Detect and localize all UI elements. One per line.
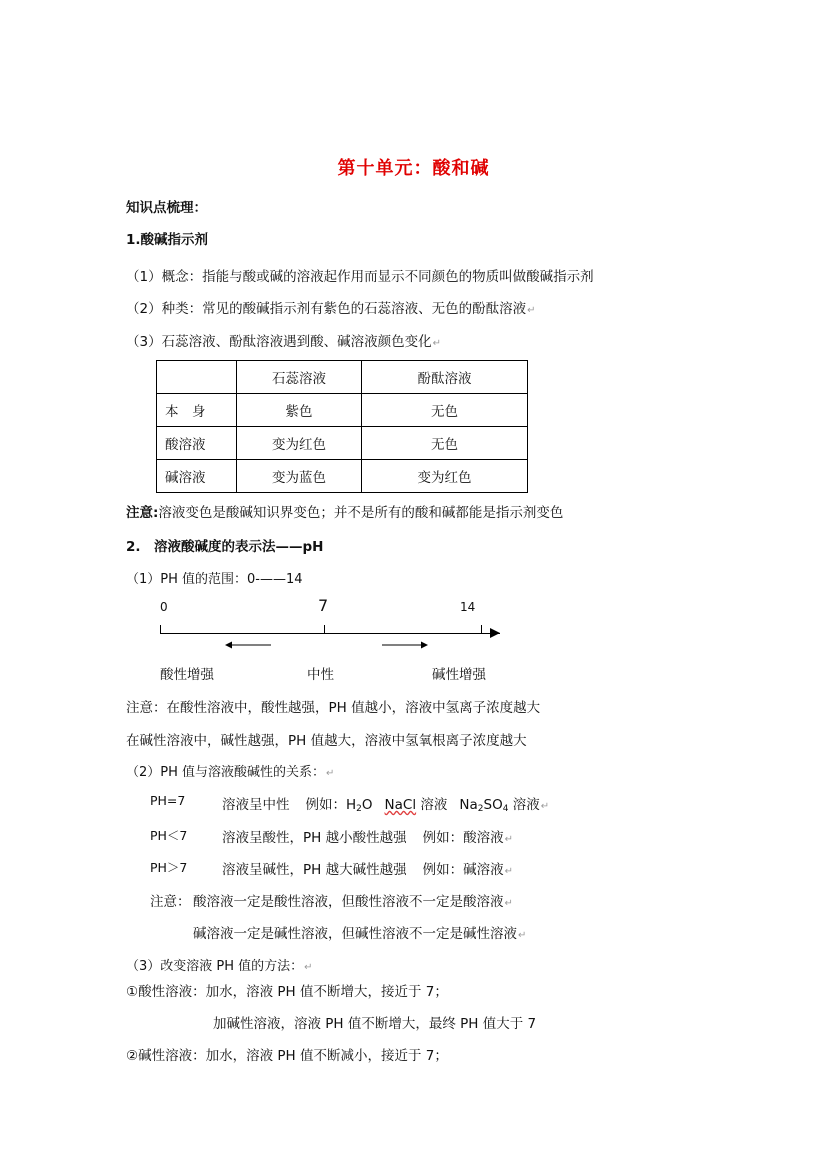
s1-note [126,501,563,521]
table-row [157,394,528,427]
scale-tick [481,625,482,634]
rel-row-base [222,858,513,878]
return-mark: ↵ [518,930,527,941]
na2so4-sub2: 4 [502,804,509,814]
return-mark: ↵ [504,898,513,909]
indicator-table [156,360,528,493]
scale-label-neutral: 中性 [307,667,334,683]
h2o-subscript: 2 [356,804,362,814]
scale-label-base: 碱性增强 [432,667,486,683]
note3-line2-text: 碱溶液一定是碱性溶液，但碱性溶液不一定是碱性溶液 [193,926,517,942]
s2-heading: 2. 溶液酸碱度的表示法——pH [126,539,324,555]
table-cell: 无色 [362,394,528,427]
na2so4-na: Na [459,797,478,813]
table-cell [157,361,237,394]
return-mark: ↵ [504,866,513,877]
table-cell: 紫色 [237,394,362,427]
table-cell: 变为蓝色 [237,460,362,493]
note3-line1-text: 酸溶液一定是酸性溶液，但酸性溶液不一定是酸溶液 [193,894,504,910]
na2so4-so: SO [483,797,503,813]
table-row [157,460,528,493]
method-acid-b: 加碱性溶液，溶液 PH 值不断增大，最终 PH 值大于 7 [213,1016,537,1032]
return-mark: ↵ [326,768,335,779]
scale-tick-label-0: 0 [160,600,168,614]
s2-ph-range: （1）PH 值的范围：0-——14 [126,572,303,587]
nacl-suffix: 溶液 [416,797,448,813]
s2-note1: 注意：在酸性溶液中，酸性越强，PH 值越小，溶液中氢离子浓度越大 [126,700,541,716]
s1-color-change-text: （3）石蕊溶液、酚酞溶液遇到酸、碱溶液颜色变化 [126,334,432,350]
rel-desc: 溶液呈碱性，PH 越大碱性越强 [222,862,407,878]
table-row-label: 碱溶液 [157,460,237,493]
s1-heading: 1.酸碱指示剂 [126,232,209,248]
s2-relation-heading-text: （2）PH 值与溶液酸碱性的关系： [126,765,326,780]
note-text: 溶液变色是酸碱知识界变色；并不是所有的酸和碱都能是指示剂变色 [158,505,564,521]
na2so4-suffix: 溶液 [508,797,540,813]
table-row [157,427,528,460]
s1-color-change [126,330,441,350]
s1-types-text: （2）种类：常见的酸碱指示剂有紫色的石蕊溶液、无色的酚酞溶液 [126,301,527,317]
note3-line1 [193,890,513,910]
table-cell: 无色 [362,427,528,460]
s2-change-heading-text: （3）改变溶液 PH 值的方法： [126,959,304,974]
nacl-formula: NaCl [384,797,417,813]
left-arrow-icon [225,641,271,649]
ph-scale-axis [160,633,500,634]
rel-cond: PH＞7 [150,860,188,875]
s2-change-heading [126,955,313,974]
scale-tick [160,625,161,634]
rel-desc: 溶液呈酸性，PH 越小酸性越强 [222,830,407,846]
rel-example: 例如：酸溶液 [422,830,504,846]
scale-label-acid: 酸性增强 [160,667,214,683]
note3-line2 [193,922,526,942]
right-arrow-icon [382,641,428,649]
s1-types [126,297,535,317]
rel-row-neutral [222,793,549,814]
table-header-cell: 石蕊溶液 [237,361,362,394]
table-header-cell: 酚酞溶液 [362,361,528,394]
rel-example: 例如：碱溶液 [422,862,504,878]
h2o-o: O [361,797,373,813]
rel-example-prefix: 例如：H [305,797,357,813]
table-cell: 变为红色 [237,427,362,460]
axis-arrow-icon [490,628,504,638]
rel-cond: PH＜7 [150,828,188,843]
rel-cond: PH=7 [150,793,186,808]
table-cell: 变为红色 [362,460,528,493]
return-mark: ↵ [432,338,441,349]
note-label: 注意: [126,505,159,521]
return-mark: ↵ [527,305,536,316]
page-title: 第十单元：酸和碱 [337,158,490,179]
rel-row-acid [222,826,513,846]
note3-label: 注意： [150,894,191,910]
scale-tick-label-7: 7 [318,596,329,615]
rel-desc: 溶液呈中性 [222,797,290,813]
table-row-label: 酸溶液 [157,427,237,460]
return-mark: ↵ [504,834,513,845]
section-heading: 知识点梳理： [126,200,207,216]
method-acid: ①酸性溶液：加水，溶液 PH 值不断增大，接近于 7； [126,984,448,1000]
scale-tick-label-14: 14 [460,600,476,614]
method-base: ②碱性溶液：加水，溶液 PH 值不断减小，接近于 7； [126,1048,448,1064]
return-mark: ↵ [540,801,550,812]
return-mark: ↵ [304,962,313,973]
scale-tick [324,625,325,634]
s2-note2: 在碱性溶液中，碱性越强，PH 值越大，溶液中氢氧根离子浓度越大 [126,733,527,749]
s1-concept: （1）概念：指能与酸或碱的溶液起作用而显示不同颜色的物质叫做酸碱指示剂 [126,269,594,285]
table-row [157,361,528,394]
na2so4-sub: 2 [477,804,484,814]
s2-relation-heading [126,761,334,780]
table-row-label: 本 身 [157,394,237,427]
